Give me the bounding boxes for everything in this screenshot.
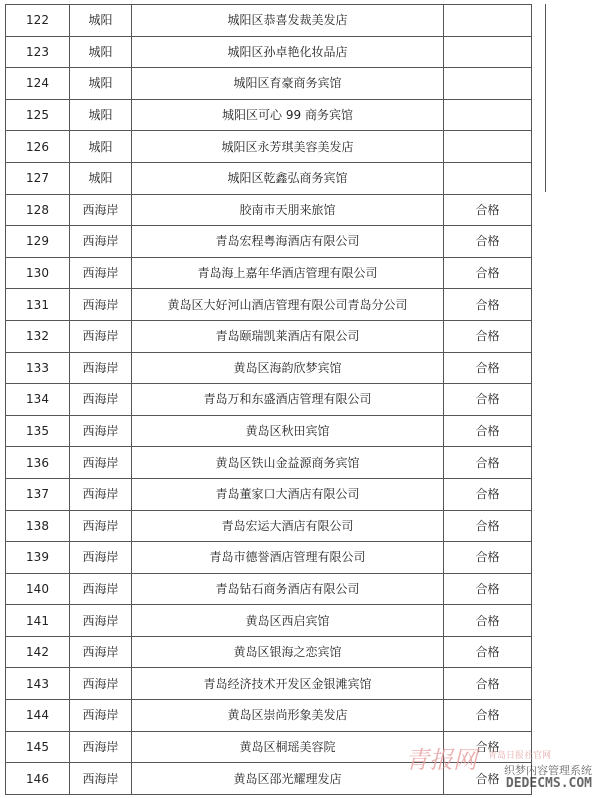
cell-blank	[532, 5, 546, 37]
cell-result: 合格	[444, 731, 532, 763]
cell-district: 城阳	[70, 36, 132, 68]
cell-blank	[532, 605, 546, 637]
cell-district: 西海岸	[70, 731, 132, 763]
cell-name: 青岛市德誉酒店管理有限公司	[132, 542, 444, 574]
cell-result: 合格	[444, 700, 532, 732]
cell-result: 合格	[444, 510, 532, 542]
table-row	[6, 36, 546, 68]
cell-result	[444, 36, 532, 68]
cell-number: 135	[6, 415, 70, 447]
cell-name: 黄岛区桐瑶美容院	[132, 731, 444, 763]
cell-blank	[532, 478, 546, 510]
inspection-table	[5, 4, 546, 795]
cell-name: 黄岛区西启宾馆	[132, 605, 444, 637]
cell-number: 130	[6, 257, 70, 289]
cell-district: 西海岸	[70, 226, 132, 258]
cell-name: 黄岛区邵光耀理发店	[132, 763, 444, 795]
cell-number: 142	[6, 636, 70, 668]
cell-number: 128	[6, 194, 70, 226]
cell-name: 黄岛区海韵欣梦宾馆	[132, 352, 444, 384]
cell-result: 合格	[444, 320, 532, 352]
cell-district: 西海岸	[70, 384, 132, 416]
cell-district: 西海岸	[70, 194, 132, 226]
cell-result: 合格	[444, 573, 532, 605]
watermark-logo-sub: 青岛日报社官网	[488, 751, 552, 761]
table-row	[6, 573, 546, 605]
cell-district: 西海岸	[70, 668, 132, 700]
cell-result	[444, 5, 532, 37]
cell-name: 城阳区可心 99 商务宾馆	[132, 99, 444, 131]
cell-blank	[532, 447, 546, 479]
cell-number: 127	[6, 162, 70, 194]
cell-blank	[532, 68, 546, 100]
table-row	[6, 478, 546, 510]
cell-district: 西海岸	[70, 289, 132, 321]
cell-name: 青岛宏运大酒店有限公司	[132, 510, 444, 542]
cell-name: 胶南市天朋来旅馆	[132, 194, 444, 226]
cell-district: 城阳	[70, 162, 132, 194]
cell-result: 合格	[444, 257, 532, 289]
cell-district: 西海岸	[70, 700, 132, 732]
cell-result: 合格	[444, 415, 532, 447]
table-row	[6, 68, 546, 100]
cell-blank	[532, 99, 546, 131]
cell-blank	[532, 320, 546, 352]
table-row	[6, 320, 546, 352]
cell-result: 合格	[444, 668, 532, 700]
table-row	[6, 289, 546, 321]
cell-name: 青岛颐瑞凯莱酒店有限公司	[132, 320, 444, 352]
cell-district: 西海岸	[70, 352, 132, 384]
cell-result: 合格	[444, 763, 532, 795]
cell-name: 黄岛区银海之恋宾馆	[132, 636, 444, 668]
cell-result: 合格	[444, 226, 532, 258]
cell-number: 141	[6, 605, 70, 637]
cell-number: 124	[6, 68, 70, 100]
cell-blank	[532, 289, 546, 321]
table-row	[6, 226, 546, 258]
table-row	[6, 447, 546, 479]
cell-blank	[532, 226, 546, 258]
cell-name: 城阳区育豪商务宾馆	[132, 68, 444, 100]
cell-result	[444, 162, 532, 194]
cell-district: 西海岸	[70, 510, 132, 542]
cell-result: 合格	[444, 447, 532, 479]
cell-name: 城阳区孙卓艳化妆品店	[132, 36, 444, 68]
cell-district: 城阳	[70, 5, 132, 37]
cell-result: 合格	[444, 605, 532, 637]
cell-number: 143	[6, 668, 70, 700]
cell-blank	[532, 352, 546, 384]
watermark-site	[504, 764, 592, 790]
cell-result: 合格	[444, 478, 532, 510]
table-row	[6, 131, 546, 163]
cell-district: 西海岸	[70, 320, 132, 352]
cell-blank	[532, 636, 546, 668]
cell-blank	[532, 415, 546, 447]
cell-number: 140	[6, 573, 70, 605]
cell-name: 青岛钻石商务酒店有限公司	[132, 573, 444, 605]
cell-name: 青岛宏程粤海酒店有限公司	[132, 226, 444, 258]
cell-blank	[532, 257, 546, 289]
table-row	[6, 384, 546, 416]
cell-result	[444, 131, 532, 163]
cell-name: 城阳区乾鑫弘商务宾馆	[132, 162, 444, 194]
cell-number: 129	[6, 226, 70, 258]
table-row	[6, 605, 546, 637]
cell-name: 城阳区永芳琪美容美发店	[132, 131, 444, 163]
cell-result: 合格	[444, 542, 532, 574]
cell-name: 黄岛区大好河山酒店管理有限公司青岛分公司	[132, 289, 444, 321]
table-body	[6, 5, 546, 795]
cell-name: 黄岛区崇尚形象美发店	[132, 700, 444, 732]
table-row	[6, 5, 546, 37]
table-row	[6, 668, 546, 700]
cell-district: 西海岸	[70, 447, 132, 479]
cell-district: 西海岸	[70, 573, 132, 605]
cell-name: 城阳区恭喜发裁美发店	[132, 5, 444, 37]
table-row	[6, 415, 546, 447]
watermark-site-name: 织梦内容管理系统	[504, 764, 592, 777]
cell-district: 城阳	[70, 68, 132, 100]
cell-blank	[532, 510, 546, 542]
cell-number: 138	[6, 510, 70, 542]
cell-number: 126	[6, 131, 70, 163]
cell-name: 黄岛区秋田宾馆	[132, 415, 444, 447]
cell-district: 西海岸	[70, 542, 132, 574]
cell-district: 西海岸	[70, 415, 132, 447]
cell-name: 青岛海上嘉年华酒店管理有限公司	[132, 257, 444, 289]
watermark-site-url: DEDECMS.COM	[505, 776, 592, 791]
table-row	[6, 352, 546, 384]
cell-name: 黄岛区铁山金益源商务宾馆	[132, 447, 444, 479]
cell-name: 青岛万和东盛酒店管理有限公司	[132, 384, 444, 416]
cell-number: 137	[6, 478, 70, 510]
cell-number: 134	[6, 384, 70, 416]
cell-blank	[532, 131, 546, 163]
cell-number: 136	[6, 447, 70, 479]
cell-number: 144	[6, 700, 70, 732]
cell-blank	[532, 36, 546, 68]
cell-district: 西海岸	[70, 478, 132, 510]
cell-name: 青岛经济技术开发区金银滩宾馆	[132, 668, 444, 700]
table-row	[6, 99, 546, 131]
watermark-logo: 青报网	[405, 746, 477, 774]
cell-number: 146	[6, 763, 70, 795]
cell-result: 合格	[444, 289, 532, 321]
cell-blank	[532, 668, 546, 700]
table-row	[6, 542, 546, 574]
table-row	[6, 194, 546, 226]
cell-blank	[532, 542, 546, 574]
cell-result: 合格	[444, 194, 532, 226]
cell-blank	[532, 194, 546, 226]
cell-result	[444, 68, 532, 100]
cell-result: 合格	[444, 636, 532, 668]
cell-blank	[532, 700, 546, 732]
cell-name: 青岛董家口大酒店有限公司	[132, 478, 444, 510]
cell-result: 合格	[444, 352, 532, 384]
table-row	[6, 700, 546, 732]
cell-blank	[532, 573, 546, 605]
cell-district: 城阳	[70, 131, 132, 163]
cell-number: 123	[6, 36, 70, 68]
cell-district: 西海岸	[70, 605, 132, 637]
cell-number: 125	[6, 99, 70, 131]
cell-district: 西海岸	[70, 257, 132, 289]
cell-number: 132	[6, 320, 70, 352]
table-row	[6, 636, 546, 668]
cell-district: 西海岸	[70, 636, 132, 668]
cell-number: 131	[6, 289, 70, 321]
cell-blank	[532, 162, 546, 194]
cell-district: 西海岸	[70, 763, 132, 795]
cell-number: 122	[6, 5, 70, 37]
table-row	[6, 162, 546, 194]
table-row	[6, 257, 546, 289]
cell-number: 139	[6, 542, 70, 574]
table-row	[6, 510, 546, 542]
cell-result: 合格	[444, 384, 532, 416]
cell-number: 145	[6, 731, 70, 763]
cell-result	[444, 99, 532, 131]
cell-district: 城阳	[70, 99, 132, 131]
cell-number: 133	[6, 352, 70, 384]
cell-blank	[532, 384, 546, 416]
